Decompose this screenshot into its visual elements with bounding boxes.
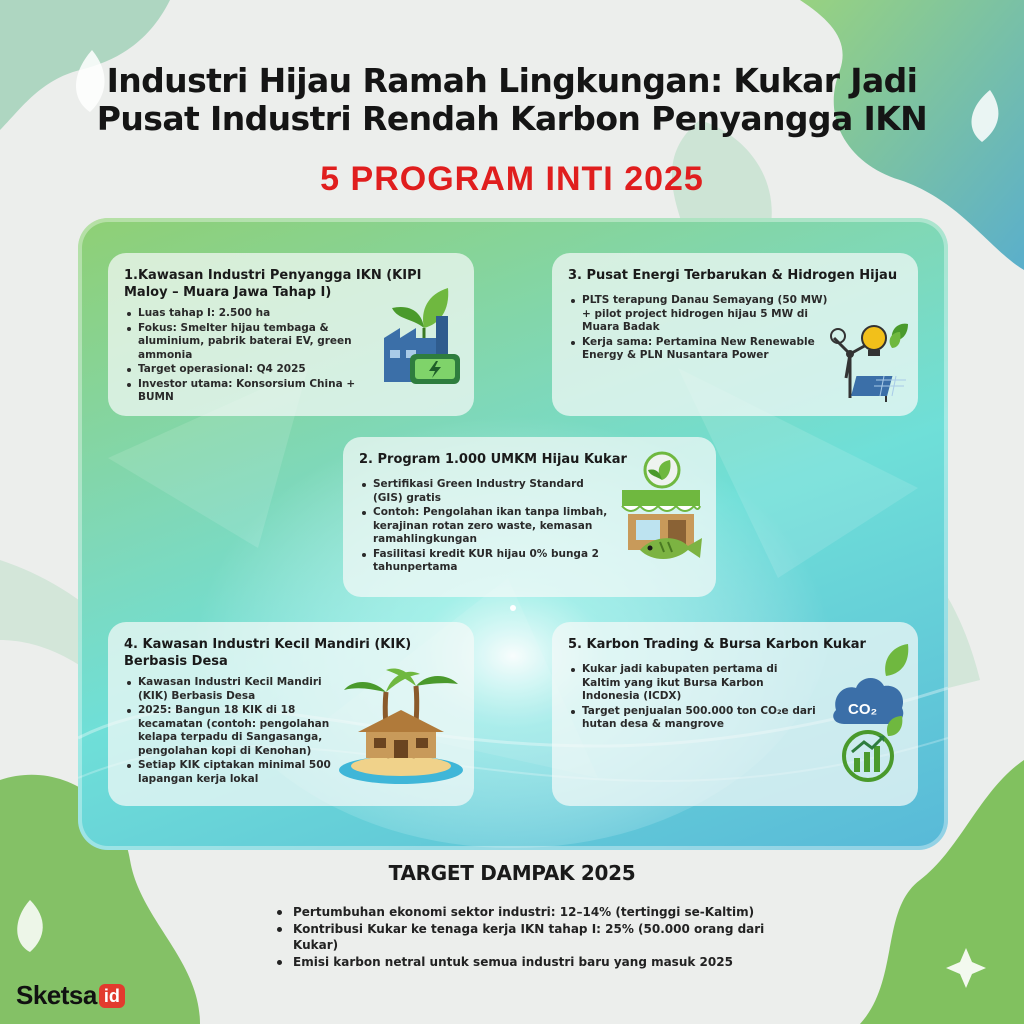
list-item: Target penjualan 500.000 ton CO₂e dari hutan desa & mangrove (568, 705, 816, 732)
program-1-list (124, 307, 386, 405)
page-title (40, 62, 984, 138)
co2-cloud-icon (826, 640, 914, 784)
list-item: Kerja sama: Pertamina New Renewable Energy & PLN Nusantara Power (568, 336, 838, 363)
list-item: Emisi karbon netral untuk semua industri baru yang masuk 2025 (275, 954, 795, 970)
island-hut-icon (336, 662, 466, 786)
list-item: Setiap KIK ciptakan minimal 500 lapangan kerja lokal (124, 759, 352, 786)
program-1-heading: 1.Kawasan Industri Penyangga IKN (KIPI Maloy – Muara Jawa Tahap I) (124, 268, 422, 300)
co2-label: CO₂ (848, 701, 878, 718)
program-3-list (568, 294, 838, 363)
list-item: Pertumbuhan ekonomi sektor industri: 12–14% (tertinggi se-Kaltim) (275, 904, 795, 920)
impact-list (275, 904, 795, 971)
program-4-heading: 4. Kawasan Industri Kecil Mandiri (KIK) Berbasis Desa (124, 637, 412, 669)
list-item: Fasilitasi kredit KUR hijau 0% bunga 2 tahunpertama (359, 548, 609, 575)
list-item: 2025: Bangun 18 KIK di 18 kecamatan (contoh: pengolahan kelapa terpadu di Sangasanga, pengolahan kopi di Kenohan) (124, 704, 352, 758)
list-item: Kukar jadi kabupaten pertama di Kaltim yang ikut Bursa Karbon Indonesia (ICDX) (568, 663, 816, 704)
logo-badge: id (99, 984, 125, 1008)
program-2-heading: 2. Program 1.000 UMKM Hijau Kukar (359, 452, 627, 467)
green-shop-fish-icon (612, 450, 708, 566)
list-item: Kawasan Industri Kecil Mandiri (KIK) Berbasis Desa (124, 676, 352, 703)
list-item: PLTS terapung Danau Semayang (50 MW) + pilot project hidrogen hijau 5 MW di Muara Badak (568, 294, 838, 335)
title-line-2: Pusat Industri Rendah Karbon Penyangga IKN (96, 99, 928, 138)
impact-title: TARGET DAMPAK 2025 (388, 861, 636, 885)
green-factory-icon (380, 280, 468, 388)
program-4-list (124, 676, 352, 786)
logo-text: Sketsa (16, 980, 97, 1010)
list-item: Investor utama: Konsorsium China + BUMN (124, 378, 386, 405)
list-item: Kontribusi Kukar ke tenaga kerja IKN tahap I: 25% (50.000 orang dari Kukar) (275, 921, 795, 953)
list-item: Luas tahap I: 2.500 ha (124, 307, 386, 321)
program-2-list (359, 478, 609, 575)
list-item: Fokus: Smelter hijau tembaga & aluminium, pabrik baterai EV, green ammonia (124, 322, 386, 363)
sketsa-logo (16, 980, 125, 1011)
program-5-heading: 5. Karbon Trading & Bursa Karbon Kukar (568, 637, 866, 652)
list-item: Sertifikasi Green Industry Standard (GIS) gratis (359, 478, 609, 505)
list-item: Contoh: Pengolahan ikan tanpa limbah, kerajinan rotan zero waste, kemasan ramahlingkungan (359, 506, 609, 547)
program-5-list (568, 663, 816, 732)
program-3-heading: 3. Pusat Energi Terbarukan & Hidrogen Hijau (568, 268, 898, 283)
title-line-1: Industri Hijau Ramah Lingkungan: Kukar Jadi (106, 61, 918, 100)
list-item: Target operasional: Q4 2025 (124, 363, 386, 377)
renewable-energy-icon (822, 318, 912, 402)
programs-subtitle: 5 PROGRAM INTI 2025 (320, 160, 704, 198)
